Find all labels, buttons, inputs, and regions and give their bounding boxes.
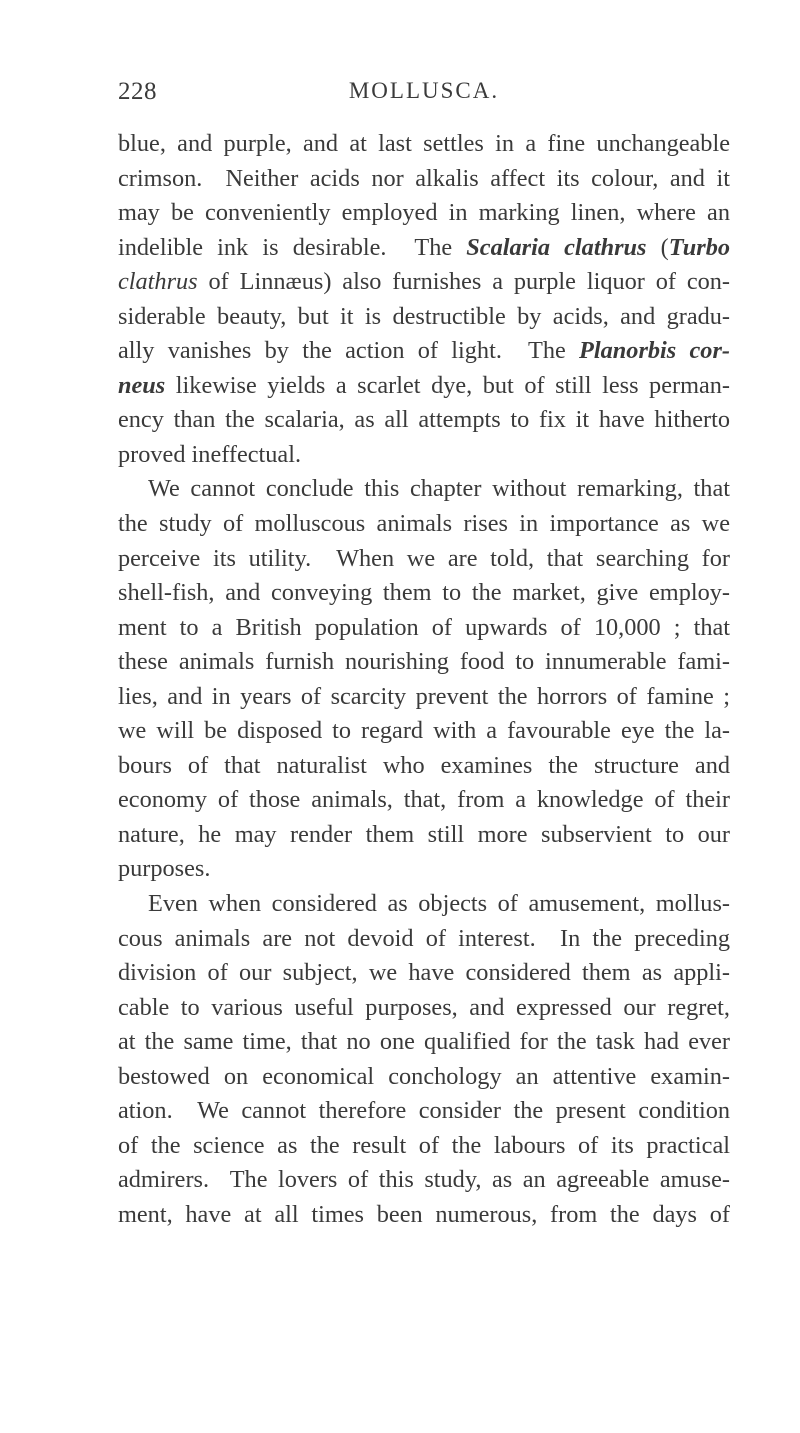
text-line [118,1060,730,1095]
text-segment: division of our subject, we have considered them as appli- [118,959,730,987]
text-segment: of Linnæus) also furnishes a purple liquor of con- [197,268,730,296]
text-line [118,196,730,231]
text-line [118,645,730,680]
text-line [118,162,730,197]
text-line [118,127,730,162]
italic-text-segment: Planorbis cor- [579,337,731,365]
text-line [118,852,730,887]
text-segment: may be conveniently employed in marking linen, where an [118,199,730,227]
text-segment: the study of molluscous animals rises in importance as we [118,510,730,538]
text-line [118,231,730,266]
text-line [118,887,730,922]
text-line [118,1163,730,1198]
text-segment: lies, and in years of scarcity prevent the horrors of famine ; [118,682,730,710]
paragraph [118,887,730,1232]
text-segment: these animals furnish nourishing food to innumerable fami- [118,648,730,676]
text-segment: of the science as the result of the labours of its practical [118,1131,730,1159]
page-number: 228 [118,78,157,105]
text-segment: ( [646,233,669,261]
text-segment: blue, and purple, and at last settles in a fine unchangeable [118,130,730,157]
text-line [118,300,730,335]
text-line [118,991,730,1026]
text-segment: proved ineffectual. [118,440,302,468]
text-line [118,438,730,473]
text-segment: bours of that naturalist who examines the structure and [118,751,730,779]
text-line [118,507,730,542]
page-header [118,78,730,118]
text-segment: shell-fish, and conveying them to the market, give employ- [118,579,730,607]
text-line [118,1094,730,1129]
text-segment: ment to a British population of upwards of 10,000 ; that [118,613,730,641]
text-segment: bestowed on economical conchology an attentive examin- [118,1062,730,1090]
text-line [118,749,730,784]
text-line [118,334,730,369]
text-line [118,714,730,749]
paragraph [118,472,730,887]
italic-text-segment: Scalaria clathrus [466,233,647,261]
text-segment: ment, have at all times been numerous, from the days of [118,1200,730,1228]
text-line [118,369,730,404]
text-segment: likewise yields a scarlet dye, but of still less perman- [165,371,730,399]
text-segment: ency than the scalaria, as all attempts to fix it have hitherto [118,406,730,434]
text-line [118,783,730,818]
text-line [118,680,730,715]
text-segment: ally vanishes by the action of light. The [118,337,580,365]
text-segment: perceive its utility. When we are told, that searching for [118,544,730,572]
text-segment: economy of those animals, that, from a knowledge of their [118,786,730,814]
text-line [118,1129,730,1164]
text-line [118,818,730,853]
italic-text-segment: neus [118,371,166,399]
paragraph [118,127,730,472]
text-segment: We cannot conclude this chapter without remarking, that [148,475,730,503]
text-line [118,611,730,646]
text-segment: siderable beauty, but it is destructible by acids, and gradu- [118,302,730,330]
text-segment: ation. We cannot therefore consider the present condition [118,1097,730,1125]
body-text [118,127,730,1233]
text-segment: indelible ink is desirable. The [118,233,467,261]
text-segment: Even when considered as objects of amusement, mollus- [148,890,730,918]
text-segment: admirers. The lovers of this study, as an agreeable amuse- [118,1166,730,1194]
text-line [118,1025,730,1060]
text-line [118,922,730,957]
text-line [118,472,730,507]
text-segment: cable to various useful purposes, and expressed our regret, [118,993,730,1021]
running-title: MOLLUSCA. [348,78,500,103]
text-line [118,1198,730,1233]
text-segment: we will be disposed to regard with a favourable eye the la- [118,717,730,745]
text-segment: cous animals are not devoid of interest. In the preceding [118,924,730,952]
text-line [118,265,730,300]
italic-text-segment: clathrus [118,268,198,296]
text-segment: nature, he may render them still more subservient to our [118,820,730,848]
text-segment: crimson. Neither acids nor alkalis affect its colour, and it [118,164,730,192]
text-segment: at the same time, that no one qualified for the task had ever [118,1028,730,1056]
text-line [118,403,730,438]
text-line [118,956,730,991]
italic-text-segment: Turbo [668,233,730,261]
text-line [118,576,730,611]
text-segment: purposes. [118,855,211,883]
text-line [118,542,730,577]
